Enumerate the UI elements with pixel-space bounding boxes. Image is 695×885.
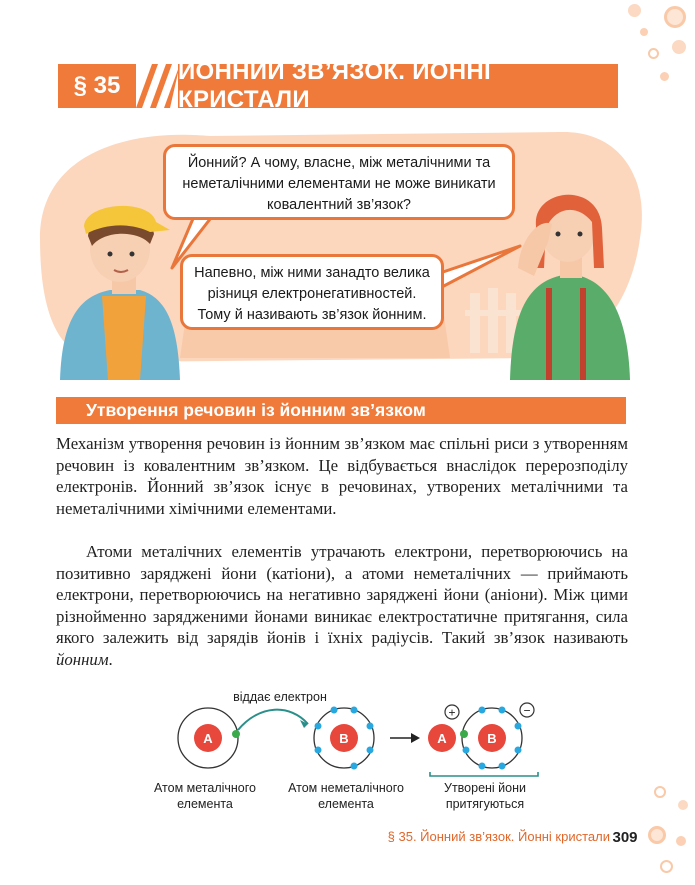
header-stripes (136, 64, 180, 108)
section-number: § 35 (58, 64, 136, 108)
decor-dot (640, 28, 648, 36)
arrow-label: віддає електрон (233, 690, 327, 704)
decor-dot (654, 786, 666, 798)
term-ionic: йонним (56, 649, 109, 669)
metal-label-line2: елемента (177, 797, 233, 811)
nonmetal-atom-label (276, 780, 416, 812)
girl-speech-bubble (180, 254, 444, 330)
decor-dot (628, 4, 641, 17)
plus-sign: + (448, 705, 456, 720)
girl-speech-text: Напевно, між ними занадто велика різниця електронегативностей. Тому й називають зв’язок йонним. (194, 265, 430, 323)
running-title: § 35. Йонний зв’язок. Йонні кристали (387, 829, 610, 844)
page-title: ЙОННИЙ ЗВ’ЯЗОК. ЙОННІ КРИСТАЛИ (178, 64, 618, 108)
dialogue-scene (0, 118, 695, 380)
cation-symbol: A (437, 731, 447, 746)
paragraph-2 (56, 541, 628, 670)
boy-speech-text: Йонний? А чому, власне, між металічними та неметалічними елементами не може виникати ковалентний зв’язок? (182, 155, 496, 213)
decor-dot (664, 6, 686, 28)
decor-dot (676, 836, 686, 846)
nonmetal-label-line2: елемента (318, 797, 374, 811)
decor-dot (648, 826, 666, 844)
transfer-arrow (238, 710, 308, 730)
decor-dot (678, 800, 688, 810)
ions-label-line2: притягуються (445, 797, 525, 811)
atom-a-symbol: A (203, 731, 213, 746)
anion-symbol: B (487, 731, 497, 746)
minus-sign: − (523, 703, 531, 718)
paragraph-1: Механізм утворення речовин із йонним зв’язком має спільні риси з утворенням речовин із ковалентним зв’язком. Це відбувається внаслідок перерозподілу електронів. Йонний зв’язок існує в речовинах, утворених металічними та неметалічними хімічними елементами. (56, 434, 628, 518)
ions-label (430, 780, 540, 812)
boy-speech-bubble (163, 144, 515, 220)
page-number: 309 (612, 828, 638, 846)
transferred-electron (232, 730, 240, 738)
received-electron (460, 730, 468, 738)
paragraph-2-text: Атоми металічних елементів утрачають електрони, перетворюючись на позитивно заряджені йони (катіони), а атоми неметалічних — приймають електрони, перетворюючись на негативно заряджені йони (аніони). Між цими різнойменно зарядженими йонами виникає електростатичне притягання, сила якого залежить від зарядів йонів і їхніх радіусів. Такий зв’язок називають (56, 542, 628, 647)
ions-bracket (430, 772, 538, 776)
decor-dot (660, 860, 673, 873)
ionic-bond-diagram (140, 690, 570, 785)
section-heading: Утворення речовин із йонним зв’язком (56, 397, 626, 424)
decor-dot (648, 48, 659, 59)
metal-label-line1: Атом металічного (153, 781, 256, 795)
nonmetal-label-line1: Атом неметалічного (288, 781, 404, 795)
decor-dot (660, 72, 669, 81)
atom-b-symbol: B (339, 731, 349, 746)
term-end: . (108, 649, 113, 669)
decor-dot (672, 40, 686, 54)
metal-atom-label (140, 780, 270, 812)
ions-label-line1: Утворені йони (444, 781, 526, 795)
